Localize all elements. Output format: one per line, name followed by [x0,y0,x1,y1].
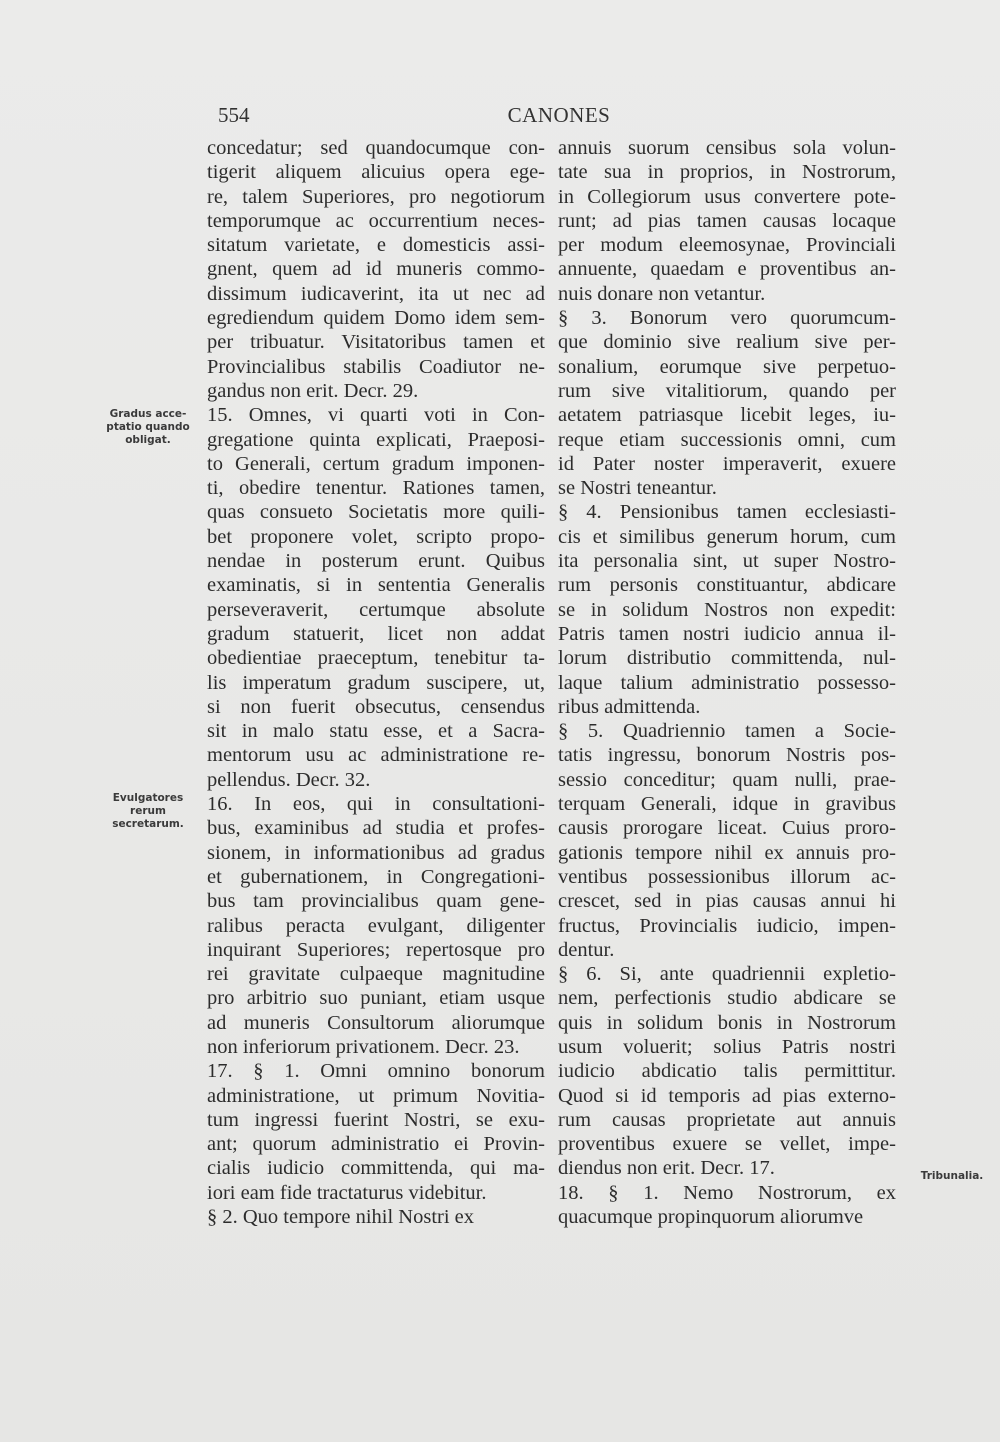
running-title: CANONES [507,103,611,127]
text-line: gregatione quinta explicati, Praeposi- [207,428,545,451]
text-line: ralibus peracta evulgant, diligenter [207,914,545,937]
text-line: pro arbitrio suo puniant, etiam usque [207,987,545,1010]
text-line: per modum eleemosynae, Provinciali [558,234,896,257]
text-line: obedientiae praeceptum, tenebitur ta- [207,647,545,670]
text-line: non inferiorum privationem. Decr. 23. [207,1035,520,1058]
text-line: que dominio sive realium sive per- [558,331,896,354]
text-line: dissimum iudicaverint, ita ut nec ad [207,282,545,305]
page-number: 554 [218,103,250,127]
text-line: proventibus exuere se vellet, impe- [558,1133,896,1156]
text-line: examinatis, si in sententia Generalis [207,574,545,597]
text-line: temporumque ac occurrentium neces- [207,209,545,232]
text-line: rum sive vitalitiorum, quando per [558,379,896,402]
margin-note-line: ptatio quando [106,421,190,433]
text-line: ventibus possessionibus illorum ac- [558,865,896,888]
text-line: ti, obedire tenentur. Rationes tamen, [207,477,545,500]
text-line: rei gravitate culpaeque magnitudine [207,963,545,986]
text-line: annuente, quaedam e proventibus an- [558,258,896,281]
page-header [218,103,900,133]
text-line: gationis tempore nihil ex annuis pro- [558,841,896,864]
text-line: mentorum usu ac administratione re- [207,744,545,767]
text-line: gnent, quem ad id muneris commo- [207,258,545,281]
text-line: ad muneris Consultorum aliorumque [207,1011,545,1034]
margin-note-line: rerum [130,805,166,817]
text-line: annuis suorum censibus sola volun- [558,137,896,159]
margin-note-line: obligat. [125,434,171,446]
text-line: dentur. [558,938,615,961]
text-line: tatis ingressu, bonorum Nostris pos- [558,744,896,767]
text-line: ant; quorum administratio ei Provin- [207,1133,545,1156]
margin-note-tribunalia [912,1170,992,1183]
text-line: 15. Omnes, vi quarti voti in Con- [207,404,545,427]
text-line: Provincialibus stabilis Coadiutor ne- [207,355,545,378]
text-line: in Collegiorum usus convertere pote- [558,185,896,208]
text-line: crescet, sed in pias causas annui hi [558,890,896,913]
text-line: gandus non erit. Decr. 29. [207,379,419,402]
text-line: fructus, Provincialis iudicio, impen- [558,914,896,937]
text-line: re, talem Superiores, pro negotiorum [207,185,545,208]
margin-note-line: Gradus acce- [109,408,187,420]
text-line: bus tam provincialibus quam gene- [207,890,545,913]
text-line: quacumque propinquorum aliorumve [558,1206,864,1229]
margin-note-line: Evulgatores [112,792,184,804]
text-line: sessio conceditur; quam nulli, prae- [558,768,896,791]
text-column-left [207,136,545,1229]
text-line: pellendus. Decr. 32. [207,768,371,791]
text-line: 16. In eos, qui in consultationi- [207,793,545,816]
text-line: iori eam fide tractaturus videbitur. [207,1181,487,1204]
text-line: rum causas proprietate aut annuis [558,1108,896,1131]
text-line: diendus non erit. Decr. 17. [558,1157,775,1180]
text-line: gradum statuerit, licet non addat [207,622,545,645]
text-line: tum ingressi fuerint Nostri, se exu- [207,1108,545,1131]
text-column-right [558,136,896,1229]
text-line: lis imperatum gradum suscipere, ut, [207,671,545,694]
text-line: ribus admittenda. [558,695,701,718]
text-line: reque etiam successionis omni, cum [558,428,896,451]
text-line: nuis donare non vetantur. [558,282,766,305]
text-line: 18. § 1. Nemo Nostrorum, ex [558,1181,896,1204]
text-line: aetatem patriasque licebit leges, iu- [558,404,896,427]
text-line: to Generali, certum gradum imponen- [207,452,545,475]
text-line: perseveraverit, certumque absolute [207,598,545,621]
text-line: id Pater noster imperaverit, exuere [558,452,896,475]
text-line: § 3. Bonorum vero quorumcum- [558,307,896,330]
text-line: egrediendum quidem Domo idem sem- [207,307,545,330]
text-line: Patris tamen nostri iudicio annua il- [558,622,896,645]
text-line: § 6. Si, ante quadriennii expletio- [558,963,896,986]
text-line: laque talium administratio possesso- [558,671,896,694]
text-line: § 5. Quadriennio tamen a Socie- [558,720,896,743]
text-line: concedatur; sed quandocumque con- [207,137,545,159]
text-line: nem, perfectionis studio abdicare se [558,987,896,1010]
text-line: quas consueto Societatis more quili- [207,501,545,524]
text-line: inquirant Superiores; repertosque pro [207,938,545,961]
text-line: et gubernationem, in Congregationi- [207,865,545,888]
text-line: se in solidum Nostros non expedit: [558,598,896,621]
text-line: terquam Generali, idque in gravibus [558,793,896,816]
text-line: § 4. Pensionibus tamen ecclesiasti- [558,501,896,524]
text-line: § 2. Quo tempore nihil Nostri ex [207,1206,475,1229]
text-line: sionem, in informationibus ad gradus [207,841,545,864]
margin-note-line: Tribunalia. [920,1170,984,1182]
text-line: bus, examinibus ad studia et profes- [207,817,545,840]
text-line: sitatum varietate, e domesticis assi- [207,234,545,257]
text-line: cialis iudicio committenda, qui ma- [207,1157,545,1180]
text-line: iudicio abdicatio talis permittitur. [558,1060,896,1083]
text-line: sit in malo statu esse, et a Sacra- [207,720,545,743]
text-line: se Nostri teneantur. [558,477,717,500]
text-line: administratione, ut primum Novitia- [207,1084,545,1107]
margin-note-evulgatores [100,792,196,831]
text-line: Quod si id temporis ad pias externo- [558,1084,896,1107]
text-line: lorum distributio committenda, nul- [558,647,896,670]
text-line: runt; ad pias tamen causas locaque [558,209,896,232]
text-line: per tribuatur. Visitatoribus tamen et [207,331,545,354]
text-line: tigerit aliquem alicuius opera ege- [207,161,545,184]
text-line: bet proponere volet, scripto propo- [207,525,545,548]
text-line: quis in solidum bonis in Nostrorum [558,1011,896,1034]
text-line: tate sua in proprios, in Nostrorum, [558,161,896,184]
text-line: rum personis constituantur, abdicare [558,574,896,597]
margin-note-line: secretarum. [112,818,184,830]
text-line: cis et similibus generum horum, cum [558,525,896,548]
margin-note-gradus [100,408,196,447]
text-line: nendae in posterum erunt. Quibus [207,550,545,573]
text-line: si non fuerit obsecutus, censendus [207,695,545,718]
text-line: causis prorogare liceat. Cuius proro- [558,817,896,840]
text-line: sonalium, eorumque sive perpetuo- [558,355,896,378]
text-line: 17. § 1. Omni omnino bonorum [207,1060,545,1083]
text-line: ita personalia sint, ut super Nostro- [558,550,896,573]
text-line: usum voluerit; solius Patris nostri [558,1035,896,1058]
